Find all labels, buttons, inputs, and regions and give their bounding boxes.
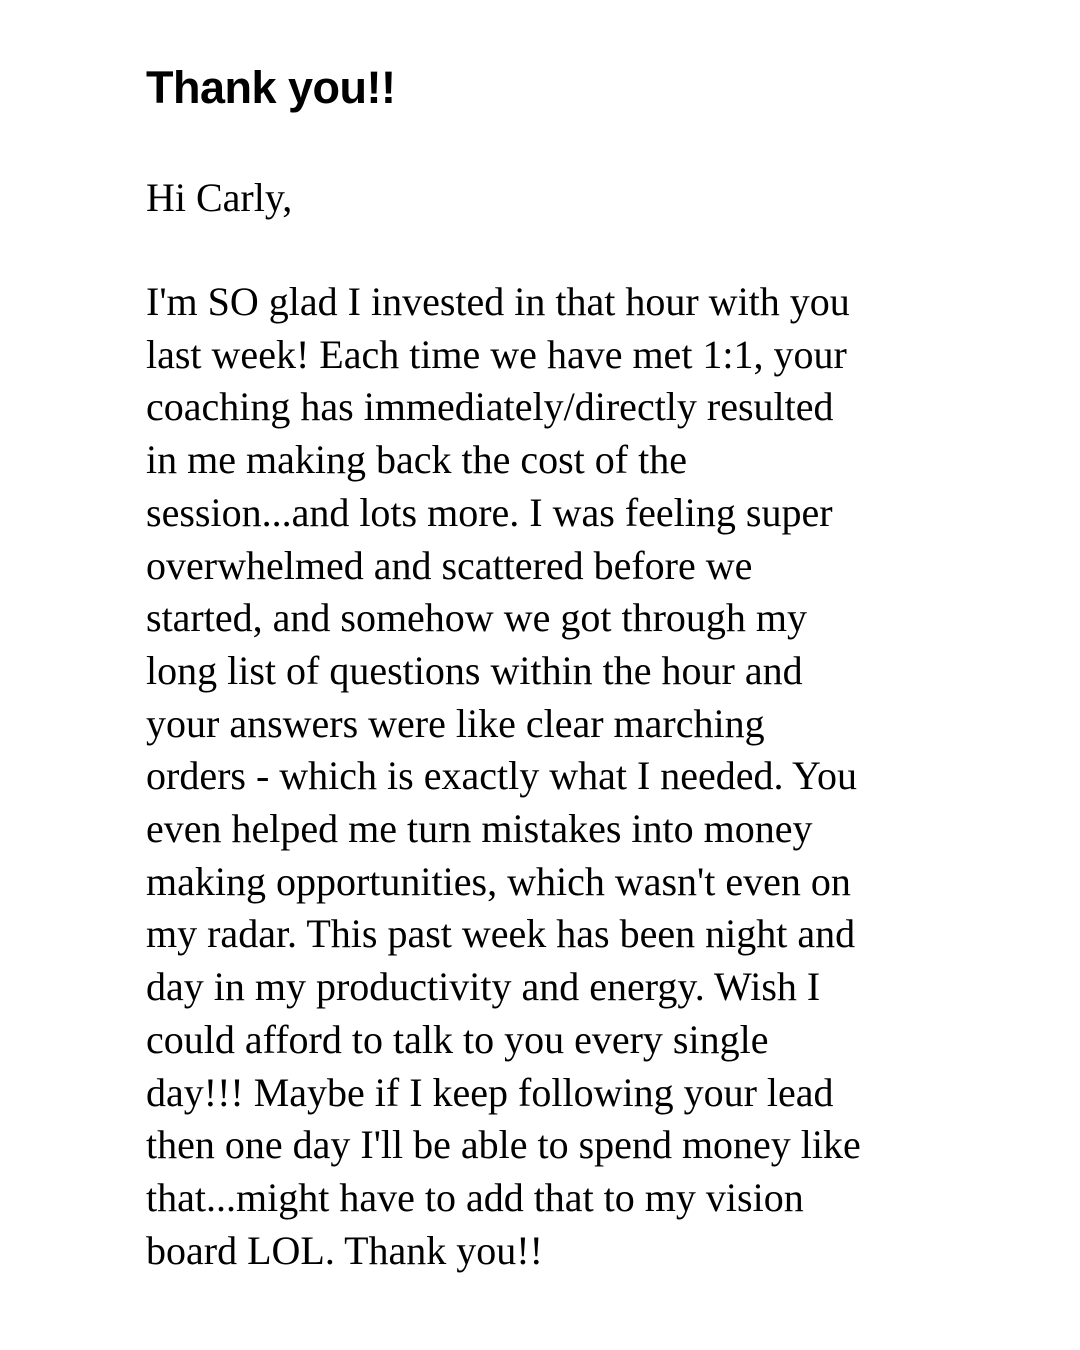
body-line: my radar. This past week has been night and [146,911,856,957]
body-line: orders - which is exactly what I needed. You [146,753,857,799]
greeting: Hi Carly, [146,175,293,220]
body-line: started, and somehow we got through my [146,595,807,641]
body-line: that...might have to add that to my vision [146,1174,804,1220]
body-line: I'm SO glad I invested in that hour with you [146,279,850,324]
body-line: board LOL. Thank you!! [146,1227,543,1273]
body-line: session...and lots more. I was feeling super [146,489,833,535]
body-line: even helped me turn mistakes into money [146,806,813,852]
body-line: then one day I'll be able to spend money like [146,1122,861,1168]
body-line: long list of questions within the hour and [146,647,803,693]
note-title: Thank you!! [146,62,396,113]
body-line: your answers were like clear marching [146,700,765,746]
body-line: overwhelmed and scattered before we [146,542,753,588]
body-line: could afford to talk to you every single [146,1016,769,1062]
body-line: day!!! Maybe if I keep following your lead [146,1069,834,1115]
body-line: in me making back the cost of the [146,437,687,483]
body-line: last week! Each time we have met 1:1, your [146,331,847,377]
body-line: day in my productivity and energy. Wish I [146,964,821,1010]
body-line: coaching has immediately/directly resulted [146,384,834,430]
message-body [146,276,861,1277]
body-line: making opportunities, which wasn't even on [146,858,851,904]
